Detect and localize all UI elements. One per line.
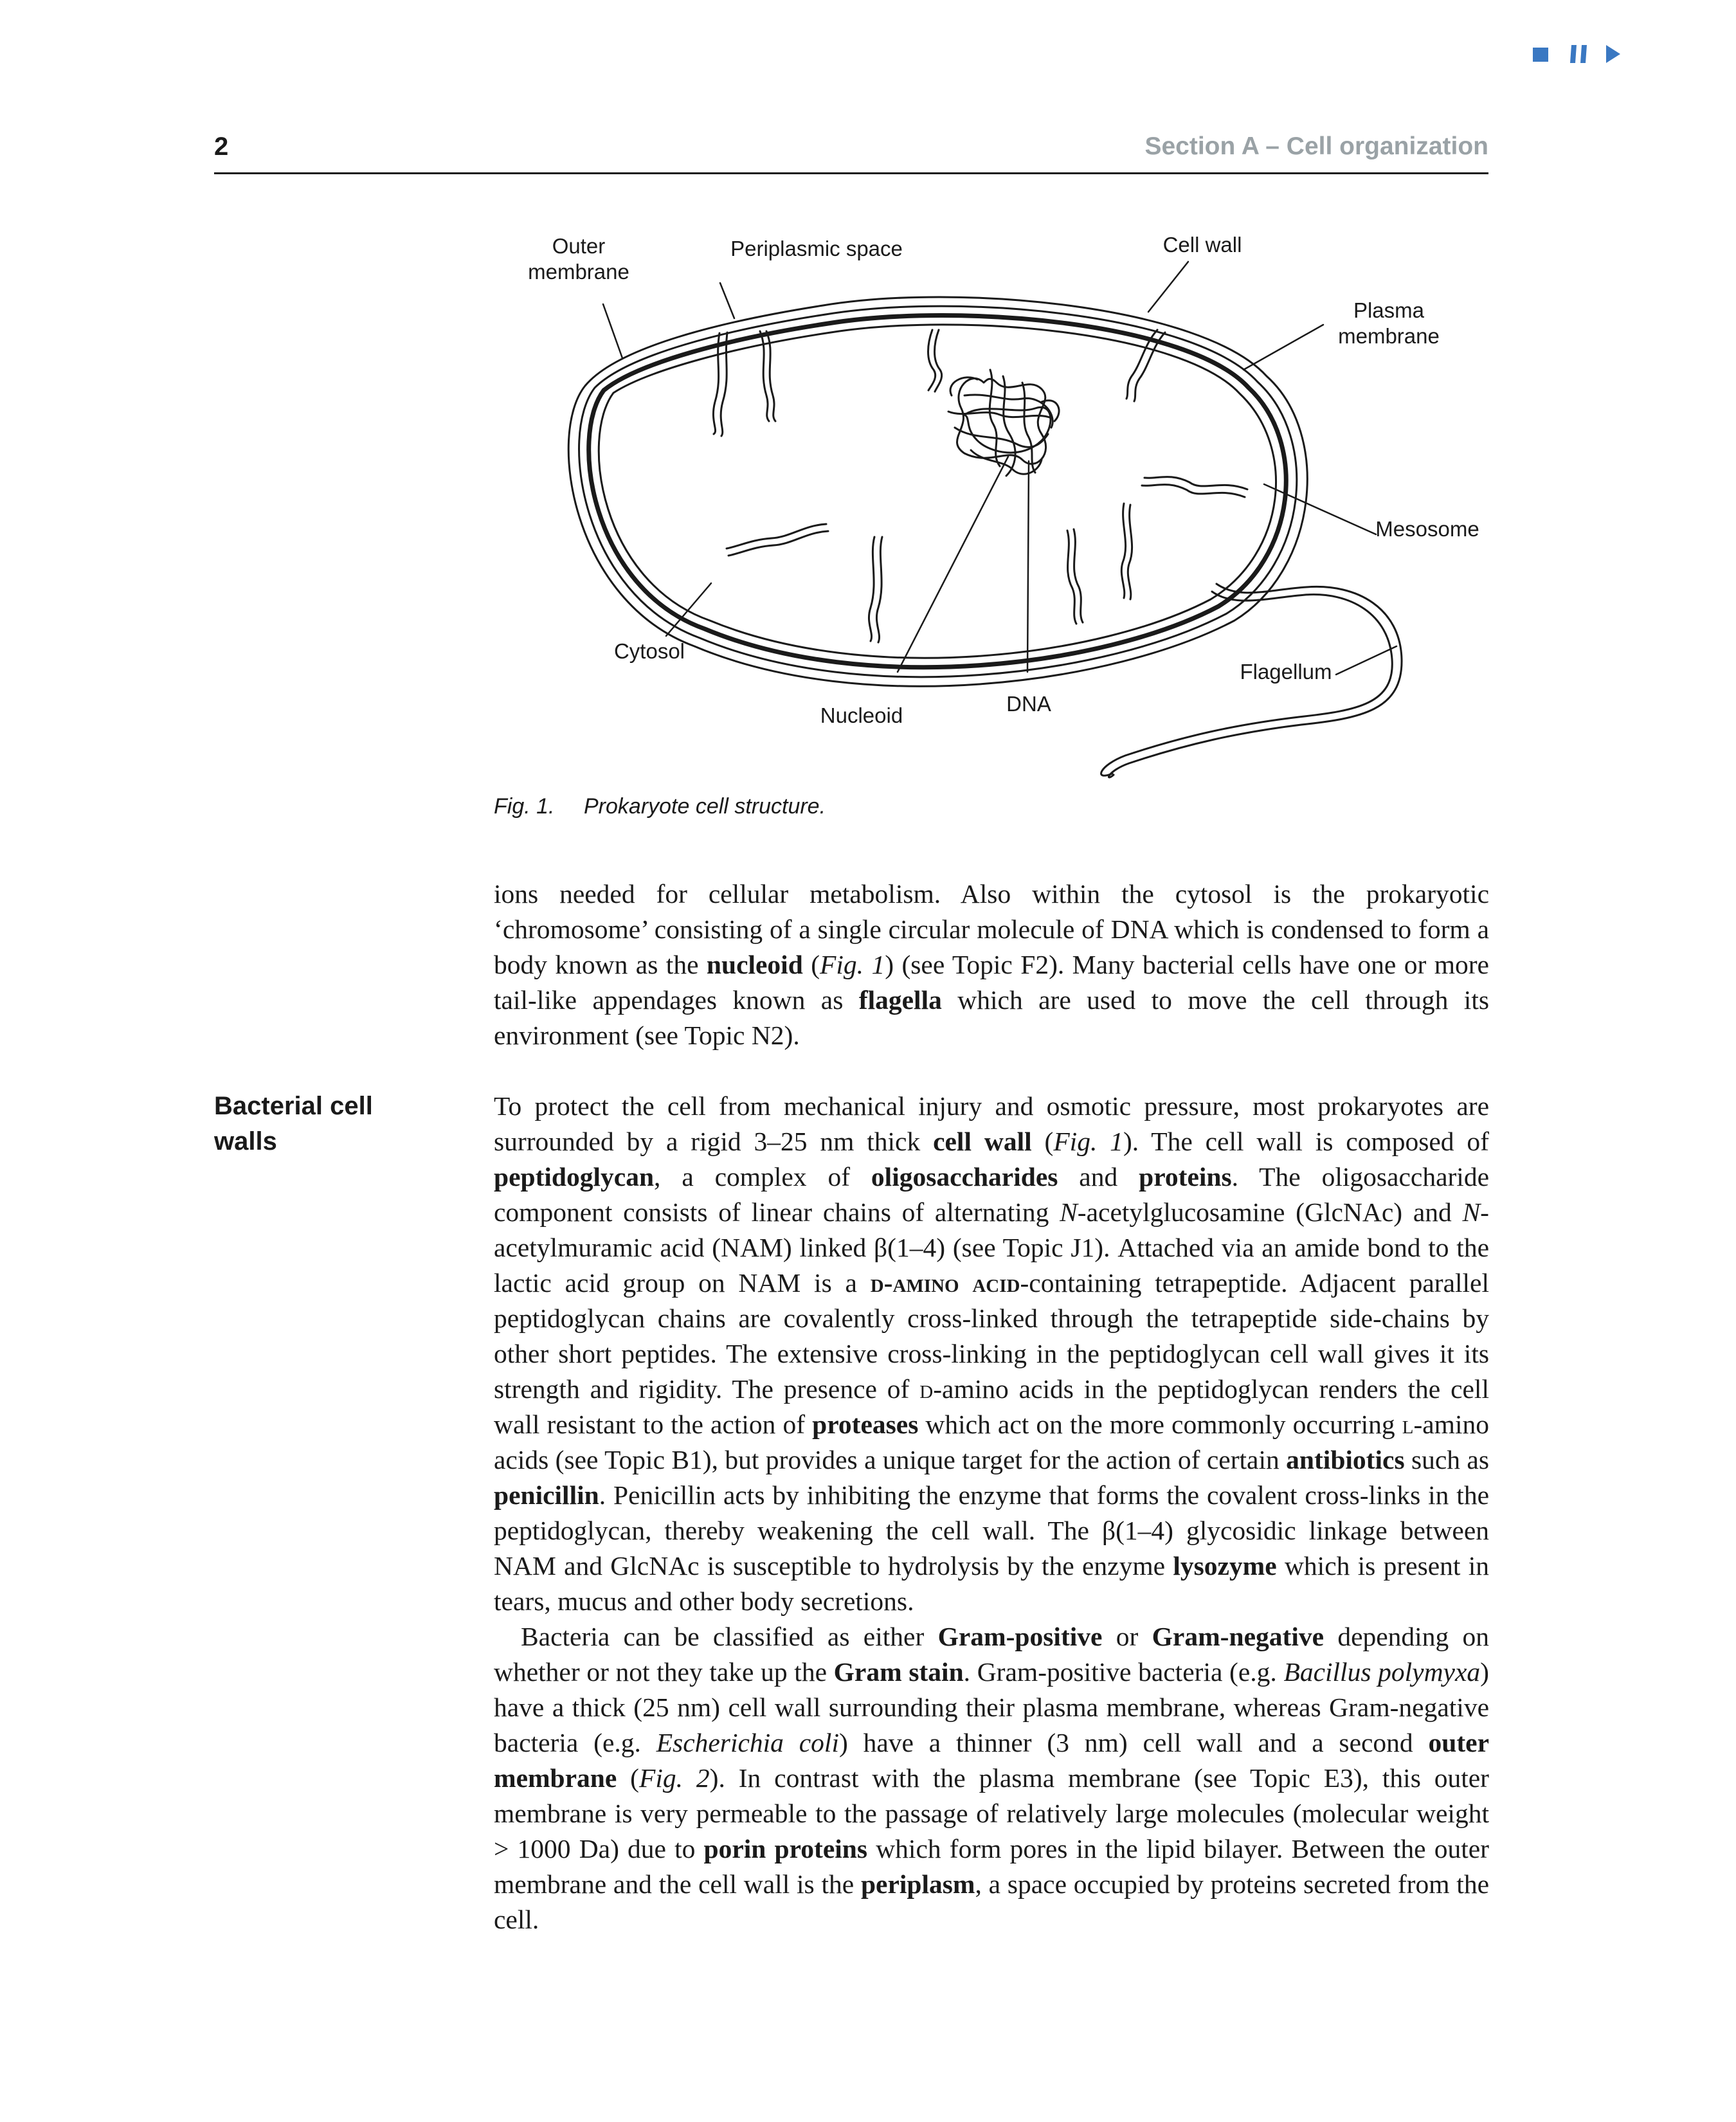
figure-reference: Fig. 1 [820,950,885,979]
pause-icon[interactable] [1566,40,1592,68]
text-span: . Gram-positive bacteria (e.g. [963,1657,1284,1687]
text-span: To protect the cell from mechanical injury and osmotic pressure, most prokaryotes are surrounded by a rigid 3–25 nm thick [494,1091,1489,1156]
page-number: 2 [214,132,229,161]
text-span: ( [1031,1127,1054,1156]
body-section-cell-walls [494,1089,1489,1937]
paragraph-2 [494,1089,1489,1619]
text-span: ). The cell wall is composed of [1123,1127,1489,1156]
text-span: Bacteria can be classified as either [521,1622,938,1651]
label-flagellum: Flagellum [1240,660,1332,684]
text-span: -acetylmuramic acid (NAM) linked β(1–4) (see Topic J1). Attached via an amide bond to the lactic acid group on NAM is a [494,1197,1489,1298]
text-span: which is present in tears, mucus and other body secretions. [494,1551,1489,1616]
dna-tangle [948,370,1059,476]
italic-n: N [1462,1197,1481,1227]
label-periplasmic-space: Periplasmic space [730,237,903,260]
text-span: which form pores in the lipid bilayer. Between the outer membrane and the cell wall is the [494,1834,1489,1899]
paragraph-1 [494,876,1489,1053]
text-span: -containing tetrapeptide. Adjacent parallel peptidoglycan chains are covalently cross-linked through the tetrapeptide side-chains by other short peptides. The extensive cross-linking in the peptidoglycan cell wall gives it its strength and rigidity. The presence of [494,1268,1489,1404]
label-nucleoid: Nucleoid [820,703,903,727]
term-penicillin: penicillin [494,1480,599,1510]
text-span: ions needed for cellular metabolism. Also within the cytosol is the prokaryotic ‘chromosome’ consisting of a single circular molecule of DNA which is condensed to form a body known as the [494,879,1489,979]
section-heading-line: Bacterial cell [214,1092,373,1120]
term-proteases: proteases [812,1410,919,1439]
text-span: ). In contrast with the plasma membrane (see Topic E3), this outer membrane is very permeable to the passage of relatively large molecules (molecular weight > 1000 Da) due to [494,1763,1489,1864]
caption-text: Prokaryote cell structure. [584,794,826,819]
section-heading-line: walls [214,1127,277,1156]
cytoplasm-boundary-shape [599,325,1276,658]
text-span: which are used to move the cell through its environment (see Topic N2). [494,985,1489,1050]
term-porin-proteins: porin proteins [703,1834,868,1864]
label-cytosol: Cytosol [613,639,685,663]
text-span: ( [617,1763,640,1793]
text-span: ( [802,950,820,979]
small-caps-l: l [1402,1410,1414,1439]
term-peptidoglycan: peptidoglycan [494,1162,655,1192]
species-bacillus: Bacillus polymyxa [1283,1657,1481,1687]
term-d-amino-acid: d-amino acid [870,1268,1020,1298]
text-span: , a complex of [654,1162,871,1192]
section-heading-bacterial-cell-walls [214,1089,426,1159]
italic-n: N [1060,1197,1078,1227]
figure-reference: Fig. 1 [1053,1127,1123,1156]
label-dna: DNA [1006,692,1051,716]
species-ecoli: Escherichia coli [656,1728,839,1757]
caption-number: Fig. 1. [494,794,555,819]
label-cell-wall: Cell wall [1162,233,1242,257]
text-span: . The oligosaccharide component consists of linear chains of alternating [494,1162,1490,1227]
text-span: ) have a thick (25 nm) cell wall surrounding their plasma membrane, whereas Gram-negative bacteria (e.g. [494,1657,1489,1757]
text-span: -acetylglucosamine (GlcNAc) and [1077,1197,1463,1227]
figure-caption [494,794,826,819]
term-flagella: flagella [858,985,942,1015]
term-proteins: proteins [1139,1162,1232,1192]
nav-controls [1530,40,1627,68]
term-gram-stain: Gram stain [833,1657,964,1687]
text-span: -amino acids (see Topic B1), but provides a unique target for the action of certain [494,1410,1489,1474]
text-span: ) (see Topic F2). Many bacterial cells have one or more tail-like appendages known as [494,950,1489,1015]
label-plasma-membrane: Plasma membrane [1338,298,1440,348]
running-head: Section A – Cell organization [1144,132,1488,160]
text-span: depending on whether or not they take up the [494,1622,1489,1687]
text-span: and [1058,1162,1139,1192]
prokaryote-cell-figure [476,222,1517,801]
play-icon[interactable] [1602,40,1624,68]
body-paragraph-1 [494,876,1489,1053]
term-gram-negative: Gram-negative [1152,1622,1325,1651]
small-caps-d: d [919,1374,934,1404]
text-span: . Penicillin acts by inhibiting the enzyme that forms the covalent cross-links in the peptidoglycan, thereby weakening the cell wall. The β(1–4) glycosidic linkage between NAM and GlcNAc is susceptible to hydrolysis by the enzyme [494,1480,1489,1581]
text-span: , a space occupied by proteins secreted from the cell. [494,1869,1489,1934]
term-antibiotics: antibiotics [1286,1445,1405,1474]
label-mesosome: Mesosome [1375,517,1479,541]
term-nucleoid: nucleoid [706,950,803,979]
figure-reference: Fig. 2 [639,1763,710,1793]
page-header [214,127,1488,174]
term-gram-positive: Gram-positive [937,1622,1103,1651]
stop-icon[interactable] [1530,40,1552,68]
text-span: -amino acids in the peptidoglycan renders the cell wall resistant to the action of [494,1374,1489,1439]
term-lysozyme: lysozyme [1173,1551,1277,1581]
mesosome-shapes [713,330,1247,642]
term-outer-membrane: outer membrane [494,1728,1489,1793]
term-cell-wall: cell wall [933,1127,1032,1156]
text-span: such as [1404,1445,1490,1474]
text-span: or [1102,1622,1152,1651]
text-span: which act on the more commonly occurring [918,1410,1402,1439]
term-oligosaccharides: oligosaccharides [871,1162,1058,1192]
label-outer-membrane: Outer membrane [528,234,629,284]
paragraph-3 [494,1619,1489,1937]
text-span: ) have a thinner (3 nm) cell wall and a second [838,1728,1429,1757]
term-periplasm: periplasm [860,1869,975,1899]
leader-lines [603,262,1397,675]
